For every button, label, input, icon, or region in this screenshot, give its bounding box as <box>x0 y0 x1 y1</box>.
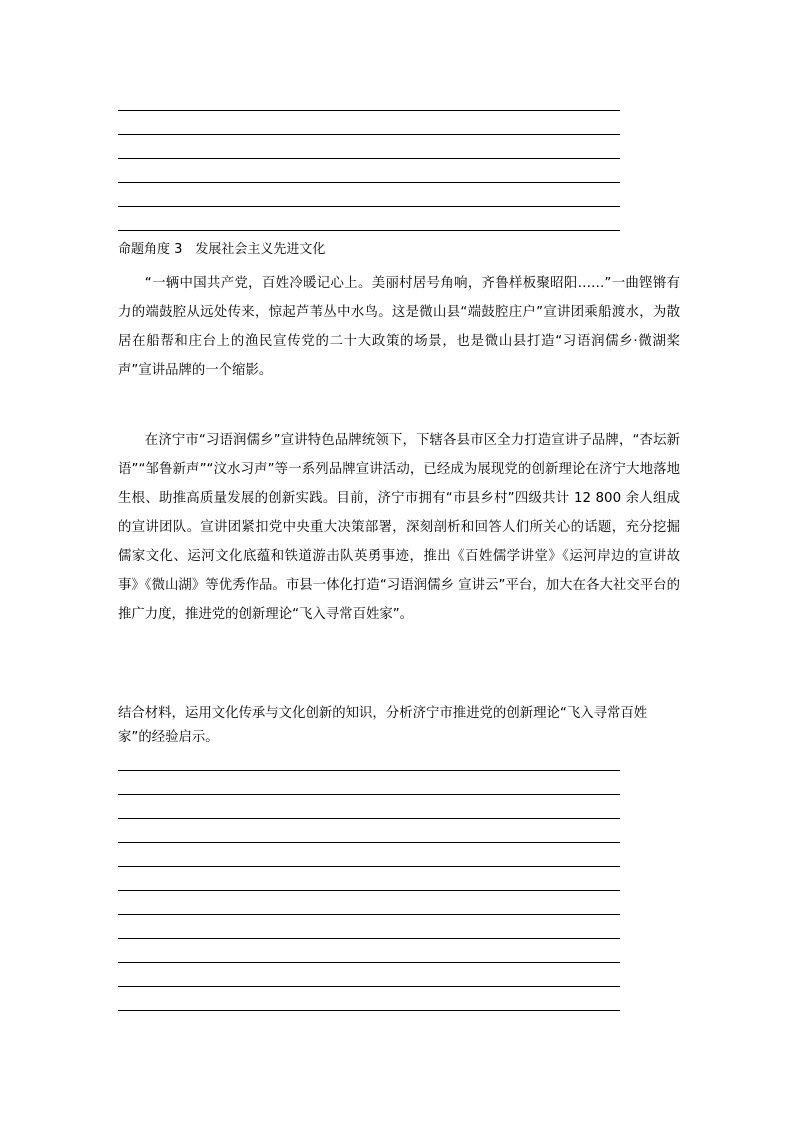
answer-line <box>118 818 620 819</box>
answer-line <box>118 770 620 771</box>
material-paragraph-2: 在济宁市“习语润儒乡”宣讲特色品牌统领下，下辖各县市区全力打造宣讲子品牌，“杏坛新语”“邹鲁新声”“汶水习声”等一系列品牌宣讲活动，已经成为展现党的创新理论在济宁大地落地生根、助推高质量发展的创新实践。目前，济宁市拥有“市县乡村”四级共计 12 800 余人组成的宣讲团队。宣讲团紧扣党中央重大决策部署，深刻剖析和回答人们所关心的话题，充分挖掘儒家文化、运河文化底蕴和铁道游击队英勇事迹，推出《百姓儒学讲堂》《运河岸边的宣讲故事》《微山湖》等优秀作品。市县一体化打造“习语润儒乡 宣讲云”平台，加大在各大社交平台的推广力度，推进党的创新理论“飞入寻常百姓家”。 <box>118 433 680 622</box>
answer-line <box>118 866 620 867</box>
answer-line <box>118 986 620 987</box>
answer-line <box>118 158 620 159</box>
answer-line <box>118 1010 620 1011</box>
answer-line <box>118 890 620 891</box>
answer-line <box>118 134 620 135</box>
answer-line <box>118 182 620 183</box>
answer-line <box>118 914 620 915</box>
answer-line <box>118 962 620 963</box>
answer-line <box>118 110 620 111</box>
material-paragraph-1: “一辆中国共产党，百姓冷暖记心上。美丽村居号角响，齐鲁样板聚昭阳……”一曲铿锵有力的端鼓腔从远处传来，惊起芦苇丛中水鸟。这是微山县“端鼓腔庄户”宣讲团乘船渡水，为散居在船帮和庄台上的渔民宣传党的二十大政策的场景，也是微山县打造“习语润儒乡·微湖桨声”宣讲品牌的一个缩影。 <box>118 276 680 378</box>
answer-line <box>118 230 620 231</box>
section-heading: 命题角度 3 发展社会主义先进文化 <box>118 242 326 257</box>
answer-line <box>118 206 620 207</box>
answer-line <box>118 794 620 795</box>
question-prompt: 结合材料，运用文化传承与文化创新的知识，分析济宁市推进党的创新理论“飞入寻常百姓家”的经验启示。 <box>118 706 648 745</box>
answer-line <box>118 842 620 843</box>
answer-line <box>118 938 620 939</box>
